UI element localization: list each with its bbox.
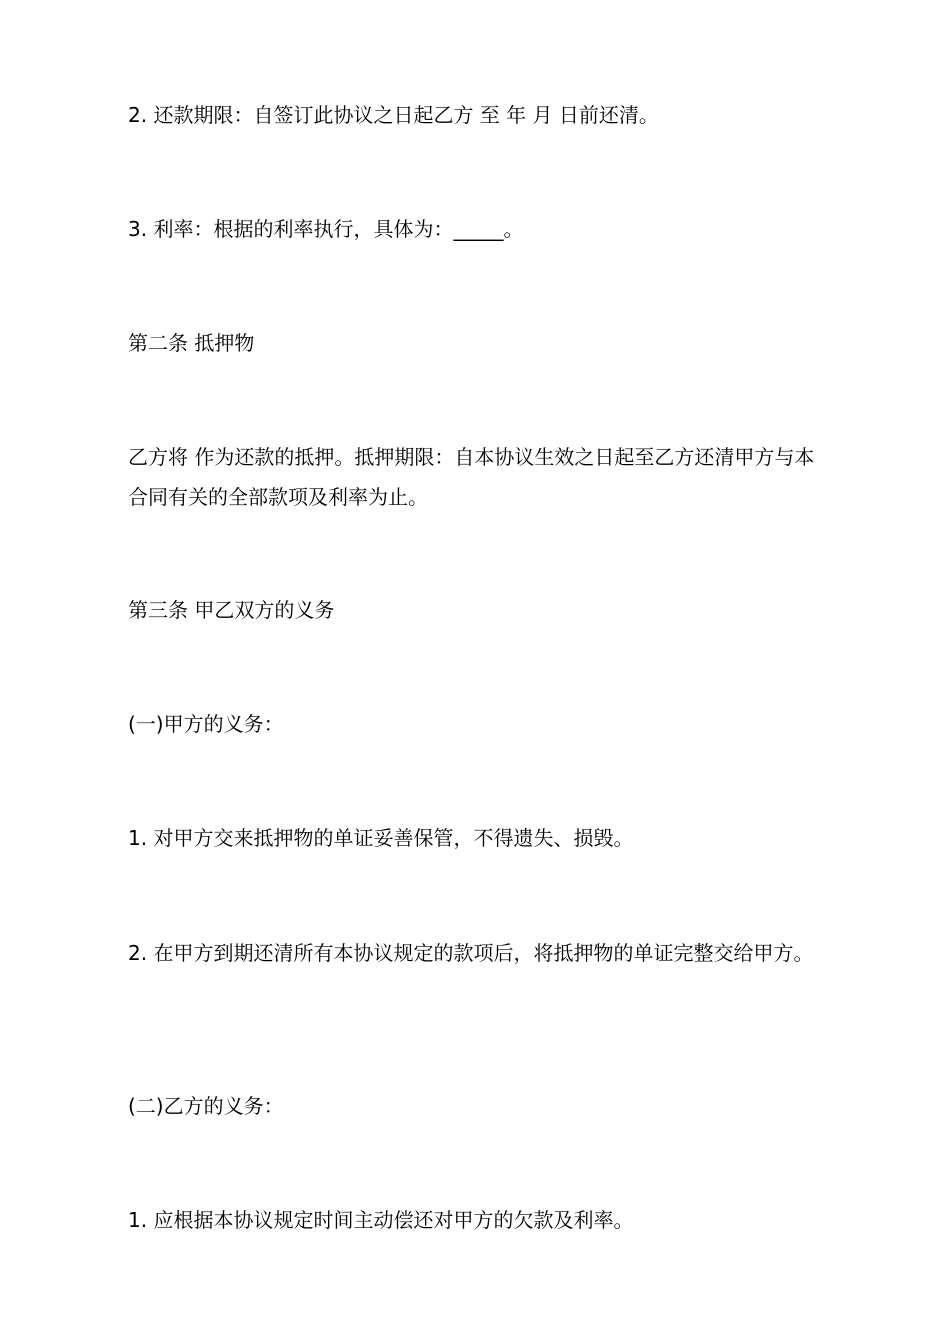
article-three-heading: 第三条 甲乙双方的义务 (128, 598, 335, 622)
article-two-heading: 第二条 抵押物 (128, 331, 255, 355)
collateral-paragraph: 乙方将 作为还款的抵押。抵押期限：自本协议生效之日起至乙方还清甲方与本合同有关的全部款项及利率为止。 (128, 445, 815, 509)
party-a-obligation-1: 1. 对甲方交来抵押物的单证妥善保管，不得遗失、损毁。 (128, 826, 634, 850)
party-b-obligations-heading: (二)乙方的义务： (128, 1094, 284, 1118)
party-a-obligations-heading: (一)甲方的义务： (128, 712, 284, 736)
interest-rate-paragraph: 3. 利率：根据的利率执行，具体为：_____。 (128, 217, 524, 241)
party-b-obligation-1: 1. 应根据本协议规定时间主动偿还对甲方的欠款及利率。 (128, 1208, 634, 1232)
repayment-term-paragraph: 2. 还款期限：自签订此协议之日起乙方 至 年 月 日前还清。 (128, 103, 659, 127)
party-a-obligation-2: 2. 在甲方到期还清所有本协议规定的款项后，将抵押物的单证完整交给甲方。 (128, 941, 814, 965)
